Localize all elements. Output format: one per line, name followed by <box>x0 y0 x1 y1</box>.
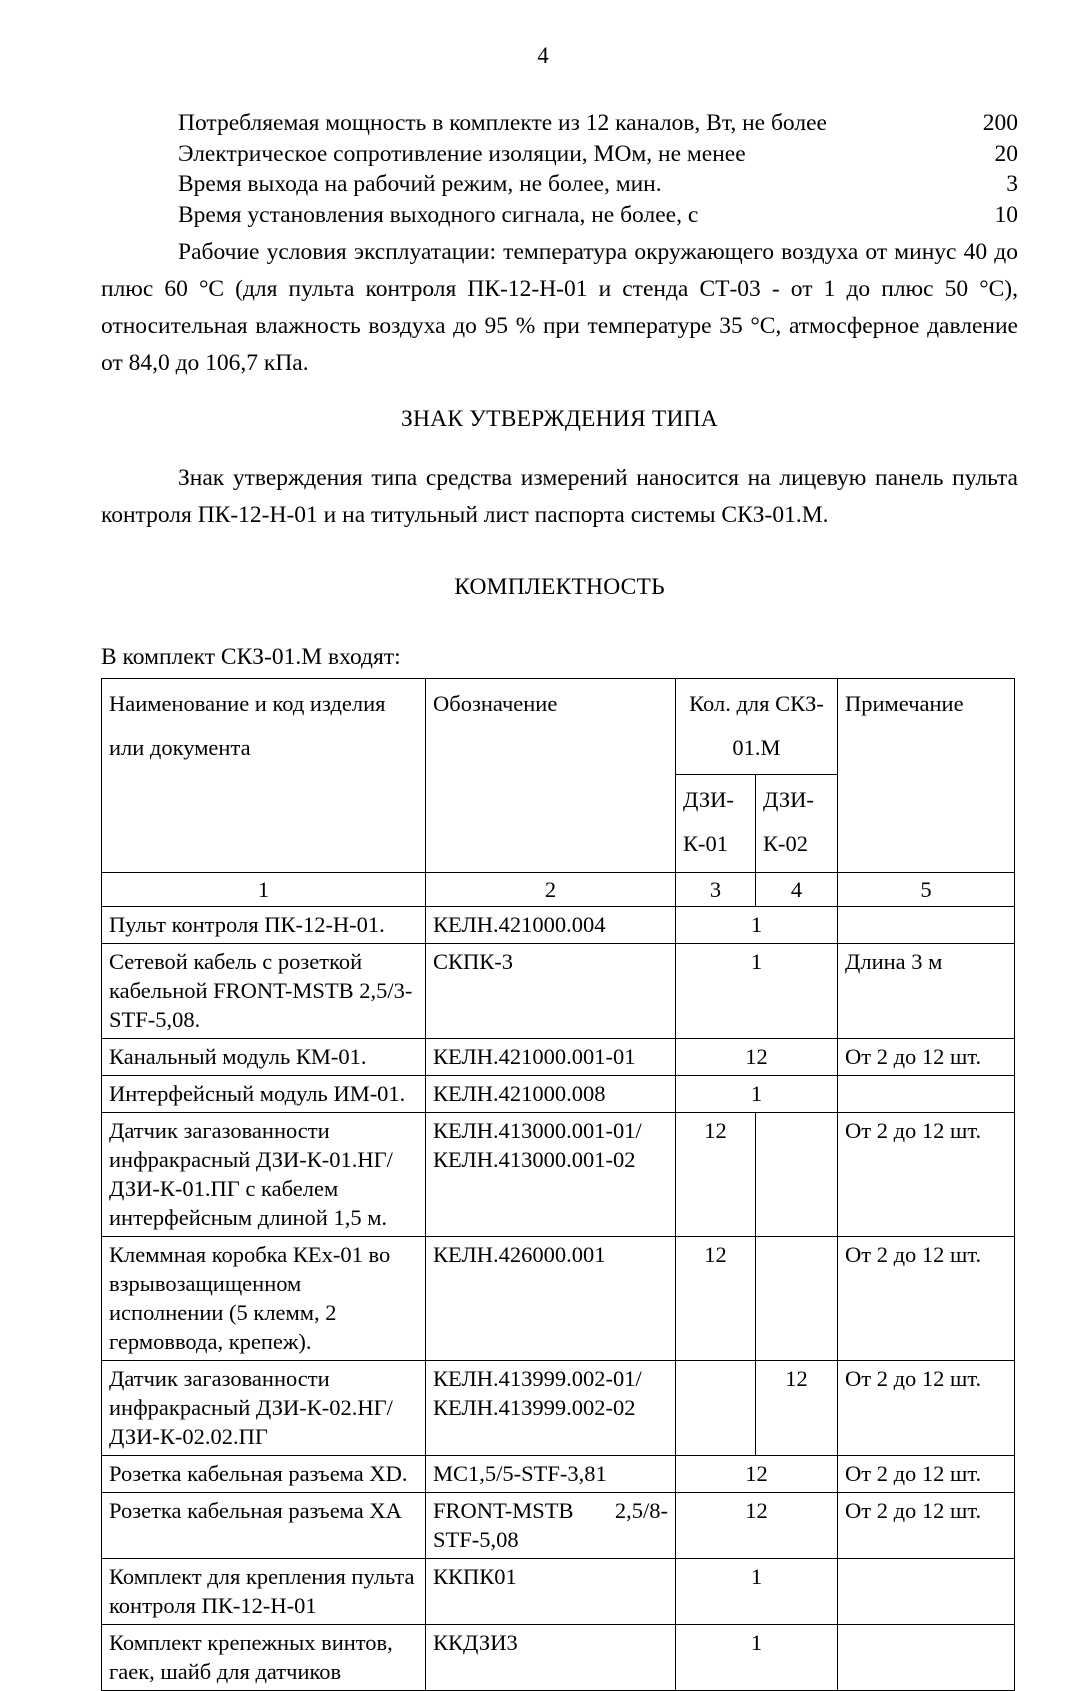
cell-note <box>838 1625 1015 1691</box>
cell-quantity-dzi-k-02: 12 <box>756 1361 838 1456</box>
table-header-name <box>102 679 426 873</box>
heading-completeness: КОМПЛЕКТНОСТЬ <box>454 574 665 600</box>
table-header-dzi-k-01 <box>676 775 756 873</box>
cell-name: Датчик загазованности инфракрасный ДЗИ-К-02.НГ/ ДЗИ-К-02.02.ПГ <box>102 1361 426 1456</box>
cell-name: Датчик загазованности инфракрасный ДЗИ-К-01.НГ/ ДЗИ-К-01.ПГ с кабелем интерфейсным длиной 1,5 м. <box>102 1113 426 1237</box>
spec-row <box>101 200 1018 231</box>
spec-label: Электрическое сопротивление изоляции, МОм, не менее <box>178 140 746 167</box>
cell-quantity-dzi-k-01: 12 <box>676 1113 756 1237</box>
type-approval-mark-paragraph: Знак утверждения типа средства измерений наносится на лицевую панель пульта контроля ПК-12-Н-01 и на титульный лист паспорта системы СКЗ-01.М. <box>101 465 1018 528</box>
cell-quantity: 1 <box>676 1625 838 1691</box>
spec-row <box>101 169 1018 200</box>
cell-note <box>838 1076 1015 1113</box>
cell-quantity: 12 <box>676 1493 838 1559</box>
spec-row <box>101 139 1018 170</box>
spec-label: Потребляемая мощность в комплекте из 12 каналов, Вт, не более <box>178 110 827 136</box>
column-number-2: 2 <box>426 873 676 907</box>
table-header-name-line2: или документа <box>109 735 251 760</box>
cell-designation: FRONT-MSTB 2,5/8-STF-5,08 <box>426 1493 676 1559</box>
spec-value: 200 <box>982 110 1018 136</box>
cell-name: Сетевой кабель с розеткой кабельной FRONT-MSTB 2,5/3-STF-5,08. <box>102 944 426 1039</box>
page-number: 4 <box>537 43 549 68</box>
table-header-quantity-group-line1: Кол. для СКЗ- <box>689 691 824 716</box>
spec-value: 20 <box>994 140 1018 167</box>
cell-note: От 2 до 12 шт. <box>838 1493 1015 1559</box>
cell-name: Интерфейсный модуль ИМ-01. <box>102 1076 426 1113</box>
cell-designation: МС1,5/5-STF-3,81 <box>426 1456 676 1493</box>
cell-quantity: 12 <box>676 1456 838 1493</box>
cell-note: От 2 до 12 шт. <box>838 1039 1015 1076</box>
operating-conditions-paragraph: Рабочие условия эксплуатации: температура окружающего воздуха от минус 40 до плюс 60 °С (для пульта контроля ПК-12-Н-01 и стенда СТ-03 - от 1 до плюс 50 °С), относительная влажность воздуха до 95 % при температуре 35 °С, атмосферное давление от 84,0 до 106,7 кПа. <box>101 239 1018 376</box>
cell-designation: КЕЛН.426000.001 <box>426 1237 676 1361</box>
table-header-dzi-k-01-line1: ДЗИ- <box>683 787 734 812</box>
cell-name: Клеммная коробка КЕх-01 во взрывозащищенном исполнении (5 клемм, 2 гермоввода, крепеж). <box>102 1237 426 1361</box>
column-number-1: 1 <box>102 873 426 907</box>
table-row <box>102 944 1015 1039</box>
table-row <box>102 1559 1015 1625</box>
cell-note: Длина 3 м <box>838 944 1015 1039</box>
cell-designation: КЕЛН.413999.002-01/ КЕЛН.413999.002-02 <box>426 1361 676 1456</box>
cell-name: Розетка кабельная разъема XD. <box>102 1456 426 1493</box>
cell-quantity-dzi-k-02 <box>756 1113 838 1237</box>
cell-quantity: 12 <box>676 1039 838 1076</box>
cell-designation: КЕЛН.421000.001-01 <box>426 1039 676 1076</box>
cell-designation: СКПК-3 <box>426 944 676 1039</box>
cell-designation: КЕЛН.413000.001-01/ КЕЛН.413000.001-02 <box>426 1113 676 1237</box>
cell-designation: КЕЛН.421000.004 <box>426 907 676 944</box>
table-header-quantity-group-line2: 01.М <box>732 735 781 760</box>
table-row <box>102 1625 1015 1691</box>
cell-name: Комплект крепежных винтов, гаек, шайб для датчиков <box>102 1625 426 1691</box>
cell-quantity: 1 <box>676 944 838 1039</box>
table-header-note: Примечание <box>838 679 1015 873</box>
cell-note: От 2 до 12 шт. <box>838 1456 1015 1493</box>
table-header-row-main <box>102 679 1015 775</box>
completeness-lead-in: В комплект СКЗ-01.М входят: <box>101 644 401 670</box>
cell-designation: ККДЗИ3 <box>426 1625 676 1691</box>
column-number-4: 4 <box>756 873 838 907</box>
cell-quantity-dzi-k-01 <box>676 1361 756 1456</box>
cell-designation: КЕЛН.421000.008 <box>426 1076 676 1113</box>
cell-note: От 2 до 12 шт. <box>838 1113 1015 1237</box>
table-header-dzi-k-02-line1: ДЗИ- <box>763 787 814 812</box>
cell-quantity: 1 <box>676 907 838 944</box>
cell-designation: ККПК01 <box>426 1559 676 1625</box>
spec-value: 3 <box>1006 171 1018 197</box>
table-row <box>102 907 1015 944</box>
table-header-dzi-k-02-line2: К-02 <box>763 831 808 856</box>
completeness-table <box>101 678 1015 1691</box>
column-number-5: 5 <box>838 873 1015 907</box>
cell-note <box>838 907 1015 944</box>
page-content <box>101 108 1018 1691</box>
table-row <box>102 1113 1015 1237</box>
cell-note: От 2 до 12 шт. <box>838 1237 1015 1361</box>
cell-note: От 2 до 12 шт. <box>838 1361 1015 1456</box>
spec-label: Время выхода на рабочий режим, не более, мин. <box>178 171 662 197</box>
specification-list <box>101 108 1018 230</box>
table-row <box>102 1361 1015 1456</box>
cell-name: Пульт контроля ПК-12-Н-01. <box>102 907 426 944</box>
table-header-name-line1: Наименование и код изделия <box>109 691 386 716</box>
table-row <box>102 1237 1015 1361</box>
cell-name: Комплект для крепления пульта контроля ПК-12-Н-01 <box>102 1559 426 1625</box>
table-row <box>102 1456 1015 1493</box>
cell-name: Канальный модуль КМ-01. <box>102 1039 426 1076</box>
table-header <box>102 679 1015 907</box>
table-header-dzi-k-02 <box>756 775 838 873</box>
cell-note <box>838 1559 1015 1625</box>
cell-name: Розетка кабельная разъема ХА <box>102 1493 426 1559</box>
spec-row <box>101 108 1018 139</box>
cell-quantity-dzi-k-02 <box>756 1237 838 1361</box>
table-row <box>102 1039 1015 1076</box>
table-body <box>102 907 1015 1691</box>
table-header-dzi-k-01-line2: К-01 <box>683 831 728 856</box>
table-row <box>102 1493 1015 1559</box>
table-column-number-row <box>102 873 1015 907</box>
table-row <box>102 1076 1015 1113</box>
spec-value: 10 <box>994 201 1018 228</box>
column-number-3: 3 <box>676 873 756 907</box>
cell-quantity: 1 <box>676 1559 838 1625</box>
spec-label: Время установления выходного сигнала, не более, с <box>178 201 699 228</box>
cell-quantity: 1 <box>676 1076 838 1113</box>
heading-type-approval-mark: ЗНАК УТВЕРЖДЕНИЯ ТИПА <box>401 406 718 432</box>
table-header-designation: Обозначение <box>426 679 676 873</box>
table-header-quantity-group <box>676 679 838 775</box>
cell-quantity-dzi-k-01: 12 <box>676 1237 756 1361</box>
